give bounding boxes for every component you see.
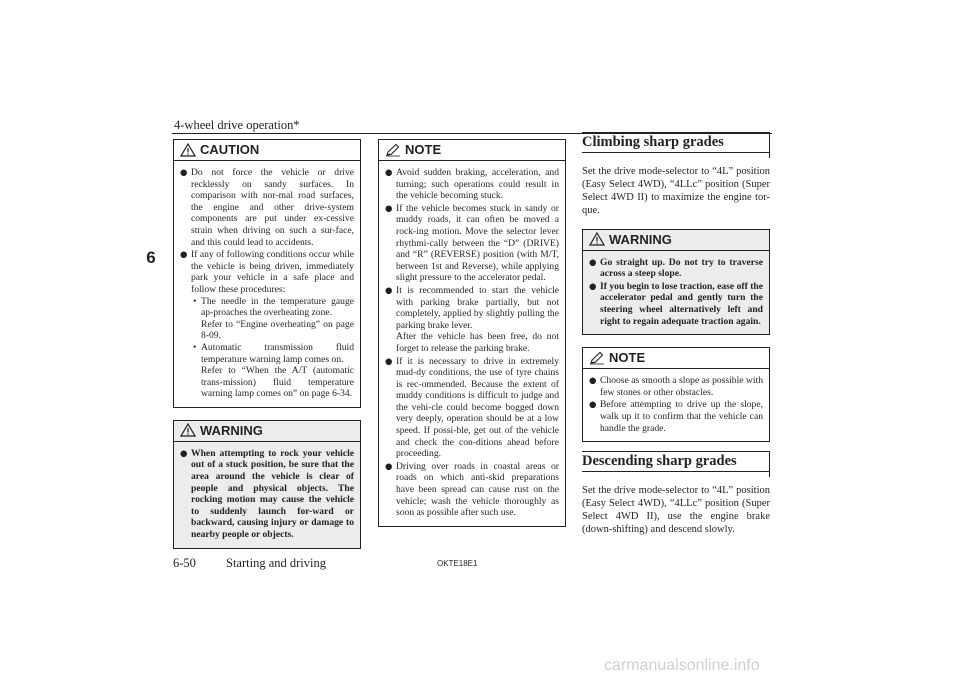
page-reference: Refer to “When the A/T (automatic trans-mission) fluid temperature warning lamp comes on” on page 6-34. xyxy=(201,365,354,400)
list-item: ● Before attempting to drive up the slope, walk up it to confirm that the vehicle can handle the grade. xyxy=(589,399,763,434)
bullet-icon: ● xyxy=(385,356,393,367)
list-item: ● If it is necessary to drive in extremely mud-dy conditions, the use of tyre chains is rec-ommended. Because the extent of muddy conditions is difficult to judge and the vehi-cle could become bogged down very deeply, operation should be at a low speed. If possi-ble, get out of the vehicle and check the con-ditions ahead before proceeding. xyxy=(385,355,559,460)
chapter-tab: 6 xyxy=(146,248,156,267)
note-list xyxy=(589,375,763,434)
caution-header xyxy=(174,140,360,161)
bullet-icon: ● xyxy=(589,257,597,268)
bullet-icon: ● xyxy=(180,250,188,261)
warning-title: WARNING xyxy=(609,231,672,247)
note-title: NOTE xyxy=(405,142,442,157)
climbing-paragraph: Set the drive mode-selector to “4L” position (Easy Select 4WD), “4LLc” position (Super Select 4WD II) to maximize the engine tor-que. xyxy=(582,165,770,216)
warning-triangle-icon xyxy=(180,423,196,437)
caution-box xyxy=(173,139,361,408)
list-item: ● If any of following conditions occur while the vehicle is being driven, immediately park your vehicle in a safe place and follow these procedures: • The needle in the temperature gauge ap-proaches the overheating zone. Refer to “Engine overheating” on page 8-09. • Automatic transmission fluid temperature warning lamp comes on. Refer to “When the A/T (automatic trans-mission) fluid temperature warning lamp comes on” on page 6-34. xyxy=(180,249,354,400)
caution-list xyxy=(180,167,354,400)
list-item: ● Driving over roads in coastal areas or roads on which anti-skid preparations have been spread can cause rust on the vehicle; wash the vehicle thoroughly as soon as possible after such use. xyxy=(385,460,559,519)
bullet-icon: ● xyxy=(385,461,393,472)
column-2 xyxy=(378,139,566,539)
bullet-icon: ● xyxy=(589,400,597,411)
note-title: NOTE xyxy=(609,350,646,366)
caution-title: CAUTION xyxy=(200,142,260,157)
bullet-icon: ● xyxy=(180,448,188,459)
list-item: ● Avoid sudden braking, acceleration, and turning; such operations could result in the vehicle becoming stuck. xyxy=(385,167,559,202)
note-box-stuck xyxy=(378,139,566,527)
list-item: ● Choose as smooth a slope as possible with few stones or other obstacles. xyxy=(589,375,763,398)
page-number: 6-50 xyxy=(173,556,196,570)
warning-header xyxy=(583,230,769,251)
list-item: ● Go straight up. Do not try to traverse across a steep slope. xyxy=(589,256,763,280)
bullet-icon: ● xyxy=(180,168,188,178)
bullet-icon: ● xyxy=(385,285,393,296)
note-pencil-icon xyxy=(385,143,401,157)
sub-list-item: • The needle in the temperature gauge ap-proaches the overheating zone. Refer to “Engine overheating” on page 8-09. xyxy=(193,295,354,342)
list-item: ● Do not force the vehicle or drive recklessly on sandy surfaces. In comparison with nor-mal road surfaces, the engine and other drive-system components are put under ex-cessive strain when driving on such a sur-face, and this could lead to accidents. xyxy=(180,167,354,248)
list-item: ● If you begin to lose traction, ease off the accelerator pedal and gently turn the steering wheel alternatively left and right to regain adequate traction again. xyxy=(589,280,763,327)
parking-brake-reminder: After the vehicle has been free, do not forget to release the parking brake. xyxy=(396,331,559,354)
caution-triangle-icon xyxy=(180,143,196,157)
watermark: carmanualsonline.info xyxy=(604,657,760,674)
warning-box-rocking xyxy=(173,420,361,549)
note-header xyxy=(583,348,769,369)
note-list xyxy=(385,167,559,519)
caution-sublist xyxy=(191,296,354,400)
sub-list-item: • Automatic transmission fluid temperature warning lamp comes on. Refer to “When the A/T (automatic trans-mission) fluid temperature warning lamp comes on” on page 6-34. xyxy=(193,341,354,400)
warning-header xyxy=(174,421,360,442)
warning-box-climbing xyxy=(582,229,770,336)
page-reference: Refer to “Engine overheating” on page 8-09. xyxy=(201,318,354,342)
list-item: ● When attempting to rock your vehicle out of a stuck position, be sure that the area around the vehicle is clear of people and physical objects. The rocking motion may cause the vehicle to suddenly launch for-ward or backward, causing injury or damage to nearby people or objects. xyxy=(180,447,354,541)
warning-title: WARNING xyxy=(200,422,263,438)
document-code: OKTE18E1 xyxy=(437,559,478,568)
list-item: ● It is recommended to start the vehicle with parking brake partially, but not completely, applied by slightly pulling the parking brake lever. After the vehicle has been free, do not forget to release the parking brake. xyxy=(385,284,559,354)
note-header xyxy=(379,140,565,161)
note-box-climbing xyxy=(582,347,770,442)
note-pencil-icon xyxy=(589,351,605,365)
list-item: ● If the vehicle becomes stuck in sandy or muddy roads, it can often be moved a rock-ing motion. Move the selector lever rhythmi-cally between the “D” (DRIVE) and “R” (REVERSE) position (with M/T, between 1st and Reverse), while applying slight pressure to the accelerator pedal. xyxy=(385,202,559,284)
section-heading-descending: Descending sharp grades xyxy=(582,454,770,472)
bullet-icon: ● xyxy=(385,168,393,178)
bullet-icon: ● xyxy=(589,376,597,387)
warning-triangle-icon xyxy=(589,232,605,246)
warning-list xyxy=(589,257,763,328)
bullet-icon: ● xyxy=(385,203,393,214)
bullet-icon: ● xyxy=(589,281,597,292)
page-header-title: 4-wheel drive operation* xyxy=(174,118,300,132)
column-3 xyxy=(582,135,770,548)
warning-list xyxy=(180,448,354,541)
section-name: Starting and driving xyxy=(226,556,326,570)
descending-paragraph: Set the drive mode-selector to “4L” position (Easy Select 4WD), “4LLc” position (Super Select 4WD II), use the engine brake (down-shifting) and descend slowly. xyxy=(582,484,770,535)
column-1 xyxy=(173,139,361,561)
section-heading-climbing: Climbing sharp grades xyxy=(582,135,770,153)
